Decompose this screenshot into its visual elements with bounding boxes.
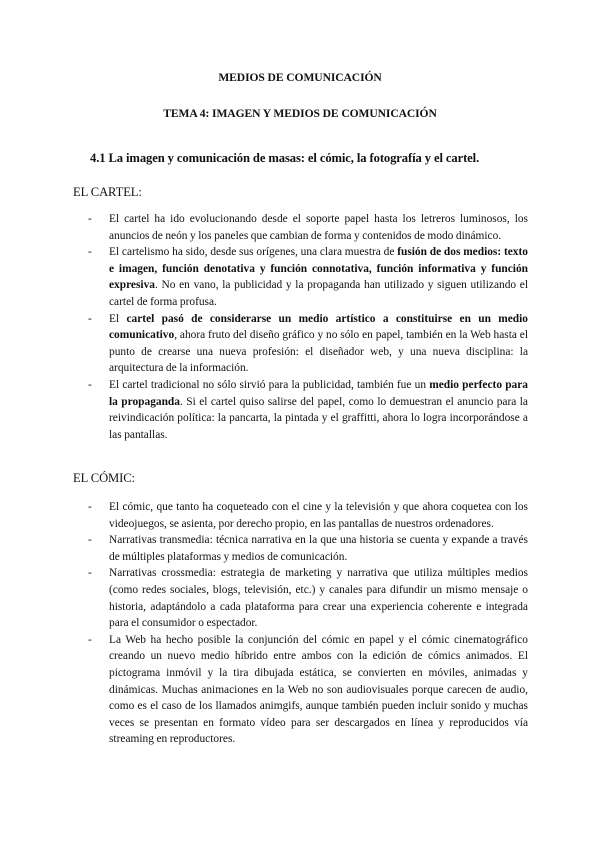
section-title: 4.1 La imagen y comunicación de masas: el cómic, la fotografía y el cartel. — [90, 151, 480, 165]
list-item: - El cómic, que tanto ha coqueteado con el cine y la televisión y que ahora coquetea con los videojuegos, se asienta, por derecho propio, en las pantallas de nuestros ordenadores. — [88, 499, 528, 532]
cartel-heading: EL CARTEL: — [73, 185, 142, 199]
item-text: El cartelismo ha sido, desde sus orígenes, una clara muestra de — [109, 246, 398, 259]
comic-heading: EL CÓMIC: — [73, 471, 135, 485]
document-subtitle: TEMA 4: IMAGEN Y MEDIOS DE COMUNICACIÓN — [163, 107, 437, 120]
list-item: - Narrativas crossmedia: estrategia de marketing y narrativa que utiliza múltiples medios (como redes sociales, blogs, televisión, etc.) y canales para difundir un mismo mensaje o historia, adaptándolo a cada plataforma para crear una experiencia coherente e integrada para el consumidor o espectador. — [88, 565, 528, 631]
document-title: MEDIOS DE COMUNICACIÓN — [218, 71, 382, 84]
item-text: . No en vano, la publicidad y la propaganda han utilizado y siguen utilizando el cartel de forma profusa. — [109, 279, 528, 308]
list-item — [88, 211, 528, 244]
item-emphasis: fusión de dos medios: texto e imagen, función denotativa y función connotativa, función informativa y función expresiva — [109, 246, 528, 292]
item-text: , ahora fruto del diseño gráfico y no sólo en papel, también en la Web hasta el punto de crearse una nueva profesión: el diseñador web, y una nueva disciplina: la arquitectura de la información. — [109, 329, 528, 375]
list-item — [88, 244, 528, 310]
list-item: - La Web ha hecho posible la conjunción del cómic en papel y el cómic cinematográfico creando un nuevo medio híbrido entre ambos con la edición de cómics animados. El pictograma inmóvil y la tira dibujada estática, se convierten en móviles, animadas y dinámicas. Muchas animaciones en la Web no son audiovisuales porque carecen de audio, como es el caso de los llamados animgifs, aunque también pueden incluir sonido y muchas veces se presentan en formato vídeo para ser descargados en línea y reproducidos vía streaming en reproductores. — [88, 632, 528, 748]
item-text: El — [109, 312, 127, 325]
item-text: El cartel tradicional no sólo sirvió para la publicidad, también fue un — [109, 378, 430, 391]
list-item: - Narrativas transmedia: técnica narrativa en la que una historia se cuenta y expande a través de múltiples plataformas y medios de comunicación. — [88, 532, 528, 565]
item-emphasis: medio perfecto para la propaganda — [109, 378, 528, 408]
item-emphasis: cartel pasó de considerarse un medio artístico a constituirse en un medio comunicativo — [109, 312, 528, 342]
list-item — [88, 377, 528, 443]
list-item — [88, 311, 528, 377]
item-text: El cartel ha ido evolucionando desde el soporte papel hasta los letreros luminosos, los anuncios de neón y los paneles que cambian de forma y contenidos de modo dinámico. — [109, 213, 528, 242]
item-text: . Si el cartel quiso salirse del papel, como lo demuestran el anuncio para la reivindicación política: la pancarta, la pintada y el graffitti, ahora lo logra incorporándose a las pantallas. — [109, 395, 528, 441]
comic-list — [88, 499, 528, 748]
cartel-list — [88, 211, 528, 443]
